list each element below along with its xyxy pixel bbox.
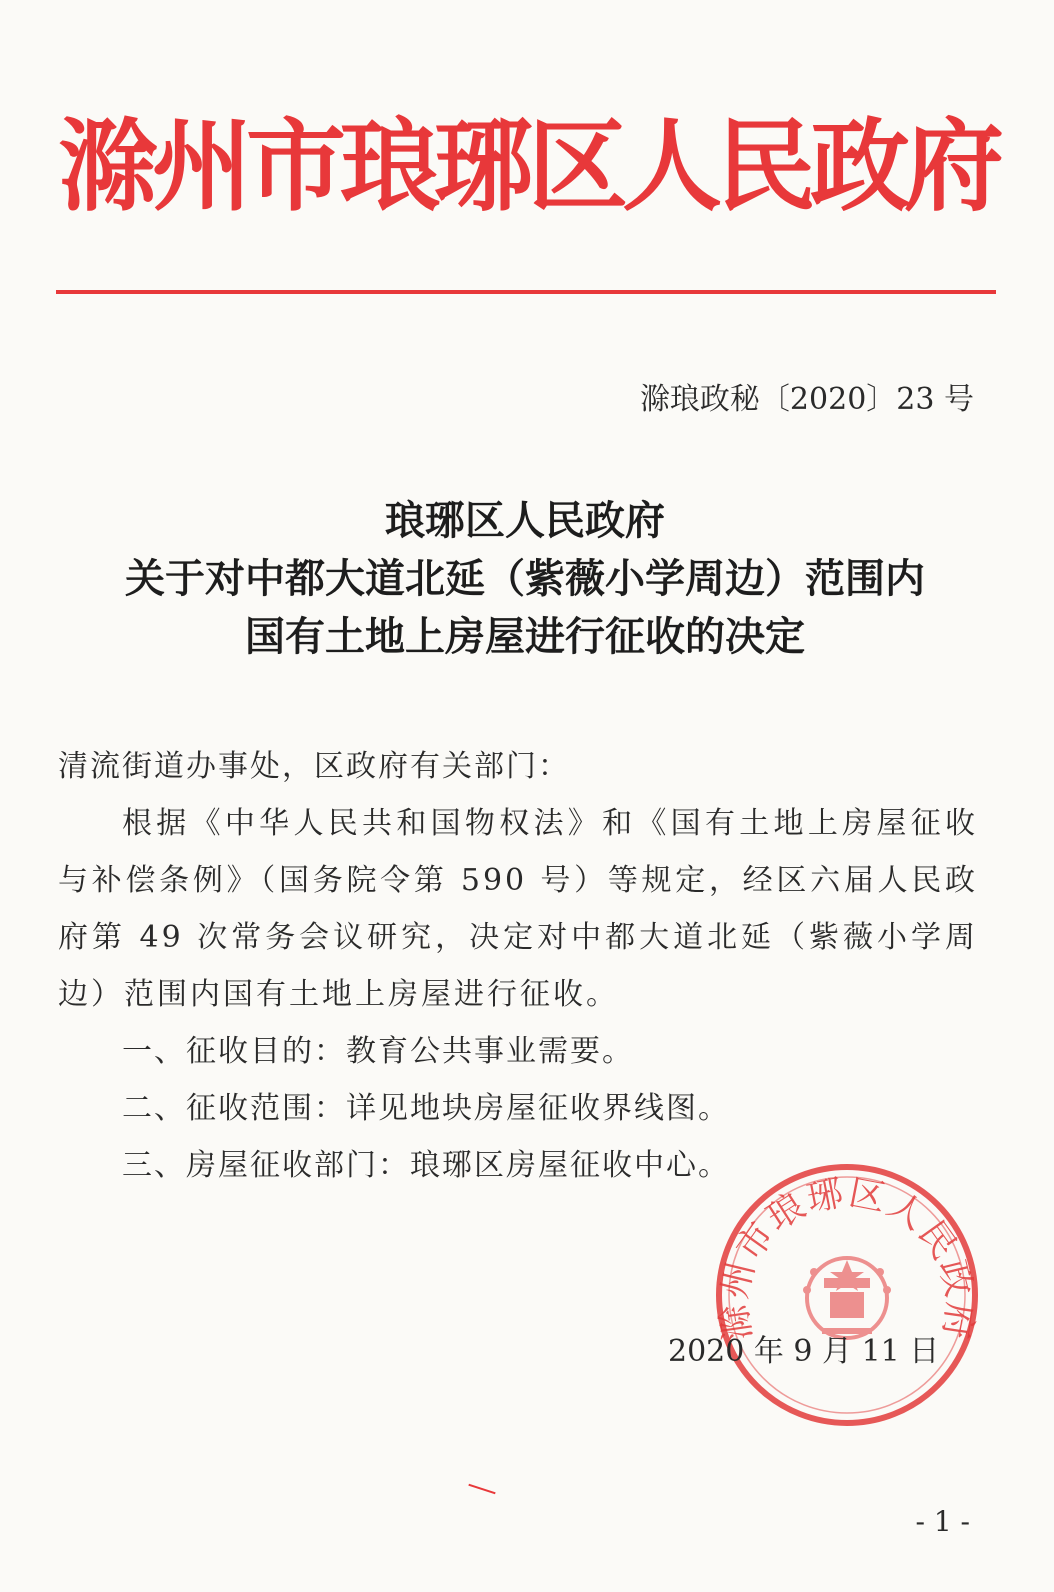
item-heading: 一、征收目的： (122, 1034, 346, 1069)
document-body (58, 738, 978, 1194)
official-seal-icon (712, 1160, 982, 1430)
red-divider-line (56, 290, 996, 294)
document-number: 滁琅政秘〔2020〕23 号 (639, 382, 974, 417)
title-line-1: 琅琊区人民政府 (385, 497, 665, 544)
title-line-2: 关于对中都大道北延（紫薇小学周边）范围内 (125, 555, 925, 602)
title-line-3: 国有土地上房屋进行征收的决定 (245, 613, 805, 660)
seal-text: 滁州市琅琊区人民政府 (713, 1172, 981, 1344)
item-heading: 二、征收范围： (122, 1091, 346, 1126)
stray-mark (468, 1484, 495, 1495)
issue-date: 2020 年 9 月 11 日 (668, 1334, 940, 1369)
item-heading: 三、房屋征收部门： (122, 1148, 410, 1183)
list-item (122, 1080, 978, 1137)
item-text: 详见地块房屋征收界线图。 (346, 1091, 730, 1126)
list-item (122, 1023, 978, 1080)
salutation: 清流街道办事处，区政府有关部门： (58, 749, 570, 784)
item-text: 教育公共事业需要。 (346, 1034, 634, 1069)
page-number: - 1 - (915, 1505, 970, 1538)
item-text: 琅琊区房屋征收中心。 (410, 1148, 730, 1183)
masthead-title: 滁州市琅琊区人民政府 (58, 108, 998, 225)
document-title (40, 492, 1010, 666)
main-paragraph: 根据《中华人民共和国物权法》和《国有土地上房屋征收与补偿条例》（国务院令第 590 号）等规定，经区六届人民政府第 49 次常务会议研究，决定对中都大道北延（紫薇小学周边）范围内国有土地上房屋进行征收。 (58, 806, 978, 1012)
